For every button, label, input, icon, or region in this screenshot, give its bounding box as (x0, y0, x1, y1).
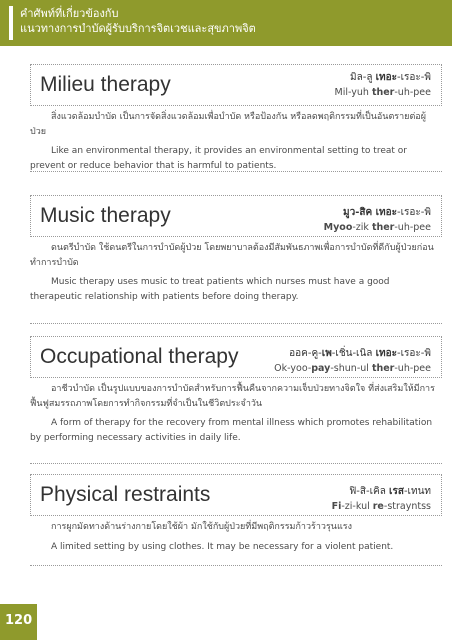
pronunciation-syllable: เพ (321, 348, 332, 359)
pronunciation-syllable: ออค-คู- (289, 348, 322, 359)
definition-english: A form of therapy for the recovery from mental illness which promotes rehabilitation by performing necessary activities in daily life. (30, 418, 433, 443)
pronunciation-syllable: Myoo (323, 222, 353, 233)
pronunciation-syllable: -uh-pee (394, 87, 431, 98)
pronunciation-roman (324, 221, 431, 234)
term-title: Milieu therapy (40, 73, 171, 96)
pronunciation-syllable: -uh-pee (394, 363, 431, 374)
pronunciation-syllable: -เรอะ-พิ (397, 348, 431, 359)
pronunciation-syllable: Ok-yoo- (274, 363, 312, 374)
definition-box (30, 516, 442, 566)
pronunciation-syllable: ther (371, 222, 395, 233)
header-title-line-1: คำศัพท์ที่เกี่ยวข้องกับ (20, 7, 119, 20)
definition-thai: การผูกมัดทางด้านร่างกายโดยใช้ผ้า มักใช้กับผู้ป่วยที่มีพฤติกรรมก้าวร้าวรุนแรง (51, 522, 352, 532)
pronunciation-thai (274, 347, 431, 360)
pronunciation-syllable: เรส (389, 486, 404, 497)
pronunciation-syllable: ther (371, 87, 395, 98)
definition-english: Like an environmental therapy, it provides an environmental setting to treat or prevent or reduce behavior that is harmful to patients. (30, 146, 407, 171)
header-title-line-2: แนวทางการบำบัดผู้รับบริการจิตเวชและสุขภาพจิต (20, 22, 256, 35)
term-box (30, 474, 442, 516)
term-title: Occupational therapy (40, 345, 239, 368)
definition-thai: อาชีวบำบัด เป็นรูปแบบของการบำบัดสำหรับการฟื้นคืนจากความเจ็บป่วยทางจิตใจ ที่ส่งเสริมให้มีการฟื้นฟูสมรรถภาพโดยการทำกิจกรรมที่จำเป็นในชีวิตประจำวัน (30, 384, 435, 409)
pronunciation-syllable: pay (311, 363, 331, 374)
pronunciation-syllable: Mil-yuh (334, 87, 372, 98)
pronunciation-roman (335, 86, 431, 99)
pronunciation-syllable: re (372, 501, 384, 512)
pronunciation-syllable: เทอะ (375, 207, 398, 218)
pronunciation (324, 206, 431, 234)
pronunciation-syllable: -shun-ul (330, 363, 372, 374)
chapter-header (0, 0, 452, 46)
pronunciation (332, 485, 431, 513)
definition-box (30, 378, 442, 464)
pronunciation-syllable: -zik (352, 222, 372, 233)
pronunciation-syllable: มิล-ลู (349, 72, 376, 83)
definition-thai: ดนตรีบำบัด ใช้ดนตรีในการบำบัดผู้ป่วย โดยพยาบาลต้องมีสัมพันธภาพเพื่อการบำบัดที่ดีกับผู้ป่วยก่อนทำการบำบัด (30, 243, 434, 268)
definition-english: Music therapy uses music to treat patients which nurses must have a good therapeutic relationship with patients before doing therapy. (30, 277, 390, 302)
page-number-tab (0, 604, 37, 640)
definition-box (30, 106, 442, 172)
pronunciation-syllable: -เชิ่น-เนิล (331, 348, 376, 359)
pronunciation-syllable: มูว-สิค (342, 207, 376, 218)
pronunciation-syllable: -zi-kul (341, 501, 373, 512)
pronunciation-syllable: Fi (331, 501, 342, 512)
pronunciation-syllable: -เรอะ-พิ (397, 207, 431, 218)
pronunciation-roman (274, 362, 431, 375)
term-title: Physical restraints (40, 483, 211, 506)
pronunciation-roman (332, 500, 431, 513)
pronunciation-thai (332, 485, 431, 498)
pronunciation-syllable: -เทนท (403, 486, 431, 497)
pronunciation-syllable: -เรอะ-พิ (397, 72, 431, 83)
header-accent-bar (9, 6, 13, 40)
definition-box (30, 237, 442, 324)
pronunciation (335, 71, 431, 99)
pronunciation-syllable: -strayntss (383, 501, 431, 512)
term-box (30, 64, 442, 106)
pronunciation (274, 347, 431, 375)
definition-thai: สิ่งแวดล้อมบำบัด เป็นการจัดสิ่งแวดล้อมเพื่อบำบัด หรือป้องกัน หรือลดพฤติกรรมที่เป็นอันตรายต่อผู้ป่วย (30, 112, 426, 137)
pronunciation-syllable: เทอะ (375, 348, 398, 359)
term-title: Music therapy (40, 204, 171, 227)
pronunciation-syllable: เทอะ (375, 72, 398, 83)
term-box (30, 195, 442, 237)
definition-english: A limited setting by using clothes. It may be necessary for a violent patient. (51, 541, 394, 552)
pronunciation-syllable: ฟิ-สิ-เคิล (349, 486, 390, 497)
pronunciation-syllable: -uh-pee (394, 222, 431, 233)
pronunciation-thai (335, 71, 431, 84)
term-box (30, 336, 442, 378)
pronunciation-thai (324, 206, 431, 219)
pronunciation-syllable: ther (371, 363, 395, 374)
page-number: 120 (5, 613, 33, 628)
